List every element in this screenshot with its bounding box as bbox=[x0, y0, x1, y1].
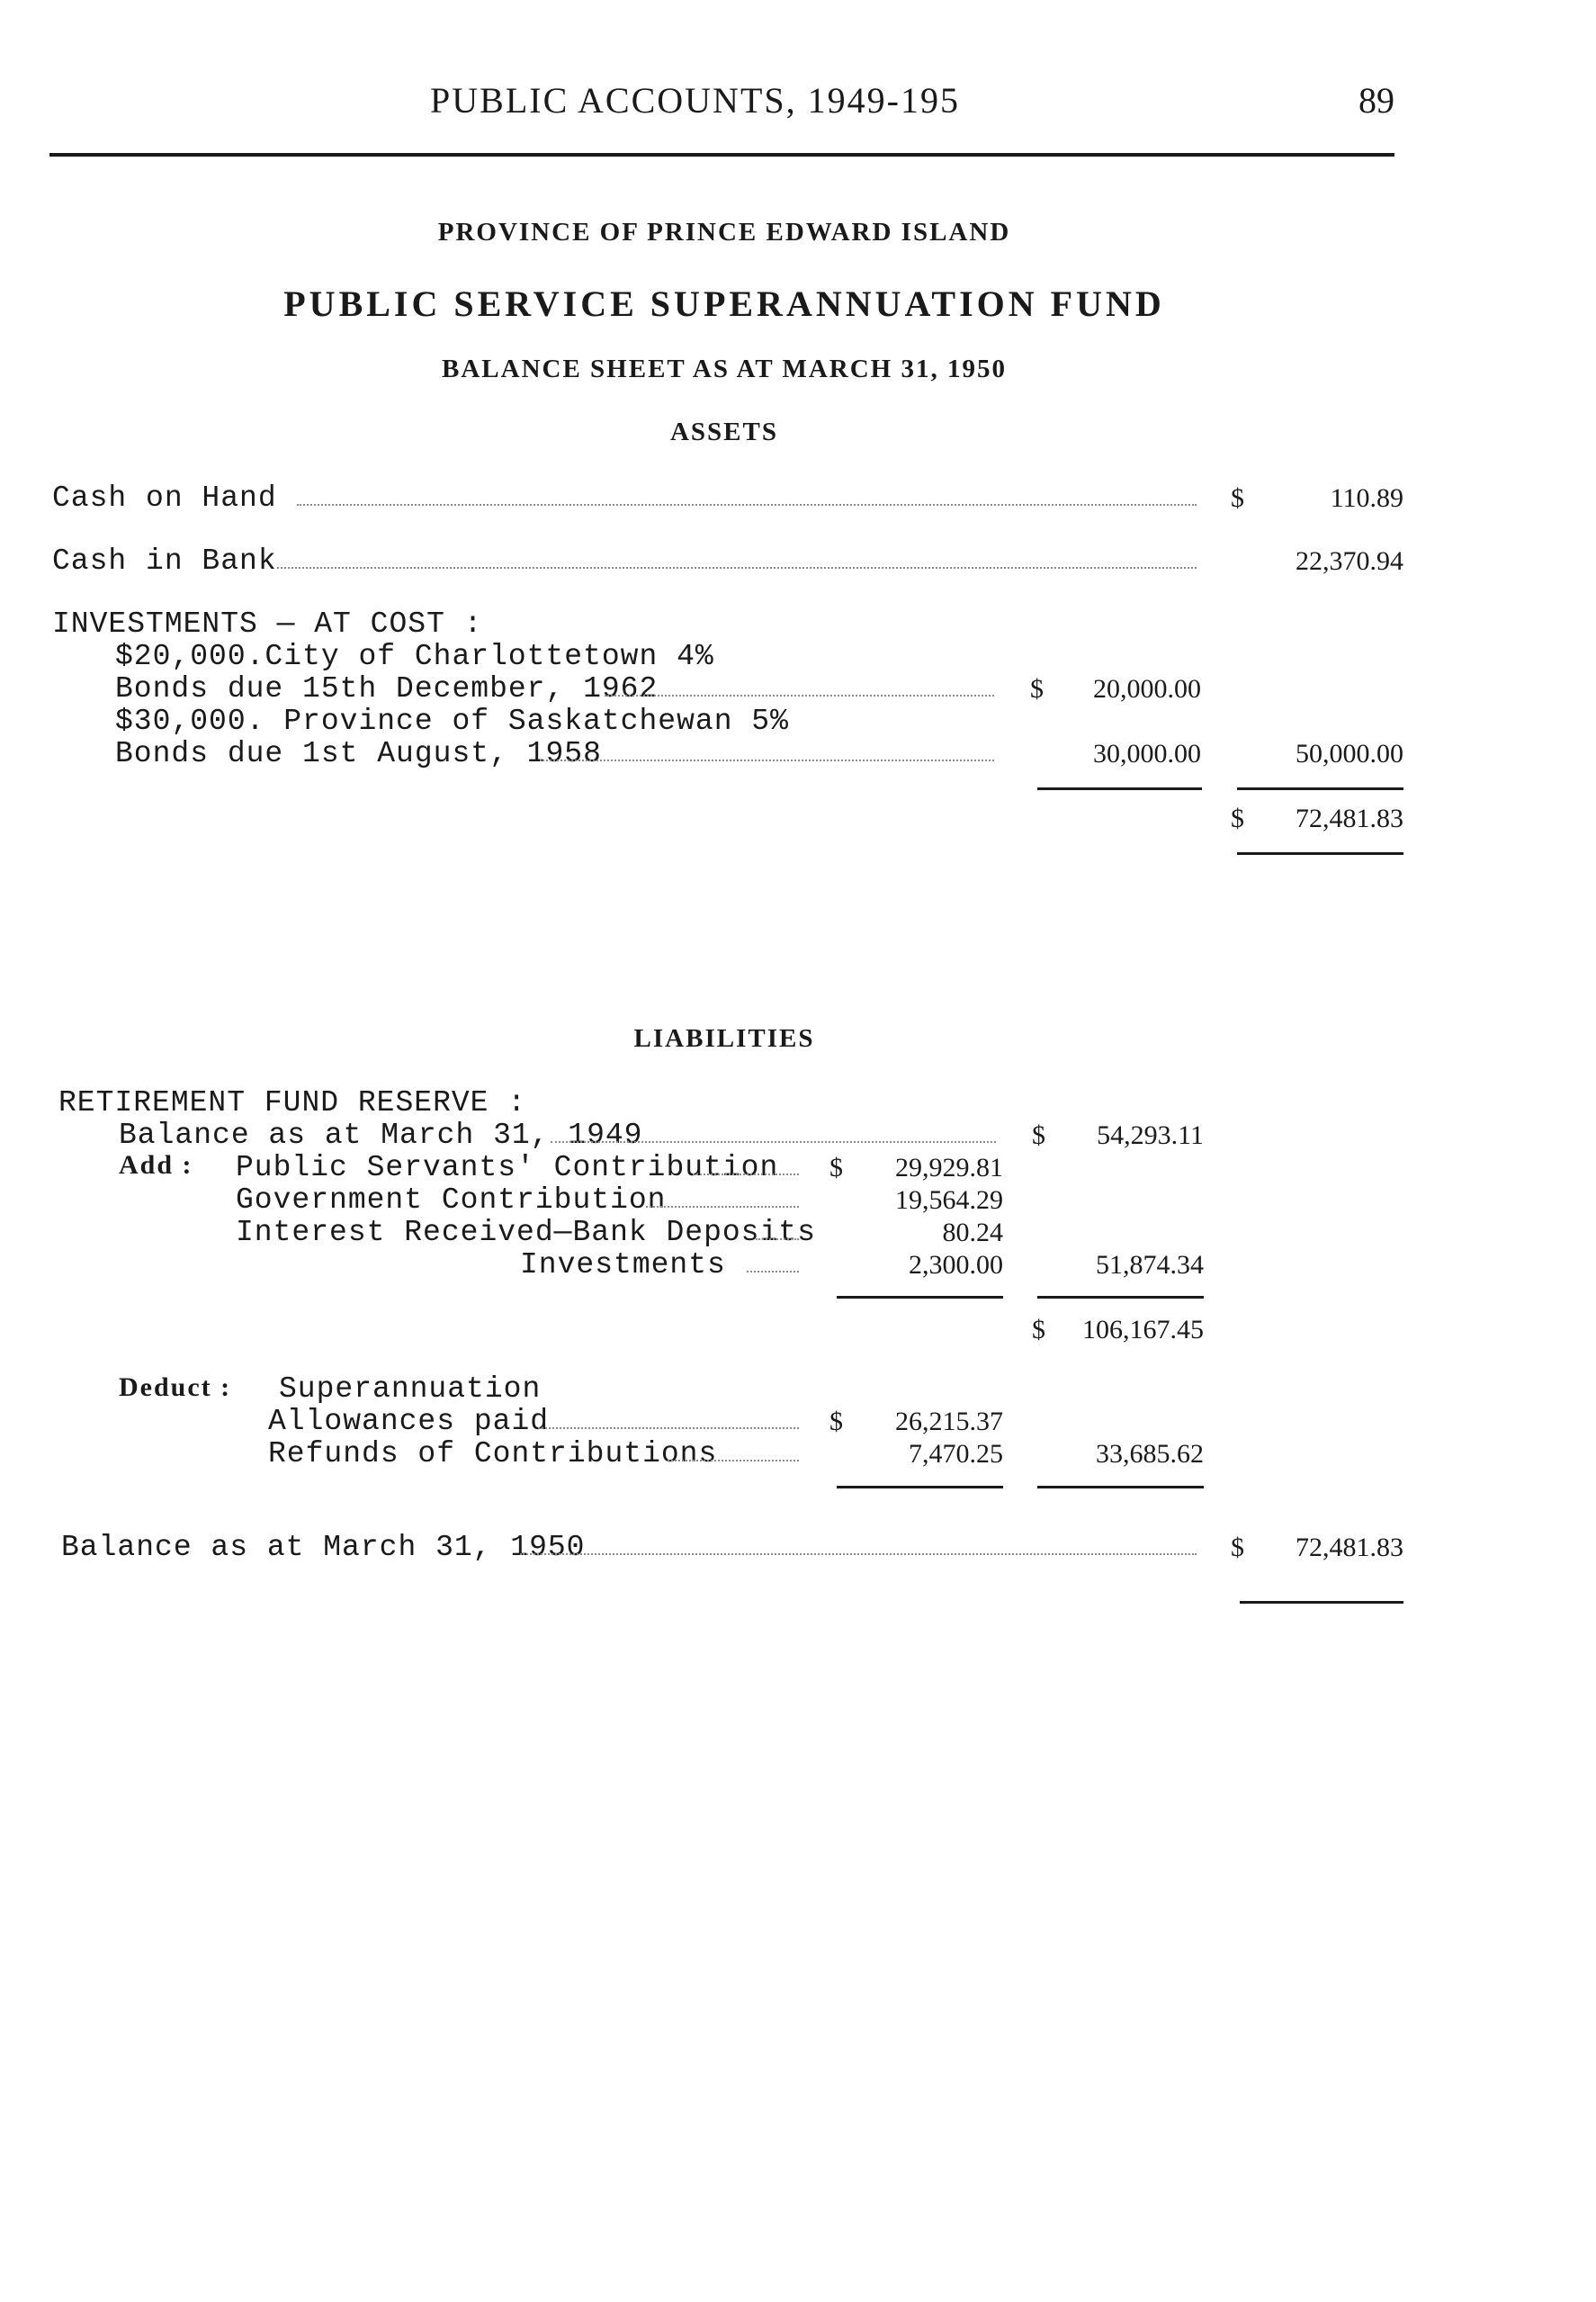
opening-balance-amount: 54,293.11 bbox=[1097, 1120, 1204, 1150]
province-title: PROVINCE OF PRINCE EDWARD ISLAND bbox=[437, 218, 1011, 247]
cash-in-bank-amount: 22,370.94 bbox=[1296, 546, 1403, 576]
cash-on-hand-currency: $ bbox=[1231, 483, 1244, 513]
assets-total-amount: 72,481.83 bbox=[1296, 804, 1403, 833]
running-title: PUBLIC ACCOUNTS, 1949-195 bbox=[430, 80, 960, 121]
balance-sheet-title: BALANCE SHEET AS AT MARCH 31, 1950 bbox=[442, 355, 1007, 383]
dot-leader bbox=[605, 695, 994, 697]
assets-heading: ASSETS bbox=[669, 418, 778, 446]
dot-leader bbox=[646, 1206, 799, 1208]
closing-balance-currency: $ bbox=[1231, 1533, 1244, 1562]
dot-leader bbox=[538, 1427, 799, 1429]
add-total-underline bbox=[1037, 1296, 1204, 1299]
add-item-interest-bank: Interest Received—Bank Deposits bbox=[236, 1216, 816, 1249]
add-item-amount-government: 19,564.29 bbox=[895, 1185, 1003, 1215]
deduct-label: Deduct : bbox=[119, 1372, 232, 1402]
deduct-item-amount-allowances: 26,215.37 bbox=[895, 1407, 1003, 1436]
investments-heading: INVESTMENTS — AT COST : bbox=[52, 607, 483, 641]
deduct-heading: Superannuation bbox=[279, 1372, 542, 1406]
investment-2-amount: 30,000.00 bbox=[1093, 739, 1201, 769]
investment-2-line2: Bonds due 1st August, 1958 bbox=[115, 737, 602, 770]
dot-leader bbox=[693, 1173, 799, 1175]
assets-total-underline bbox=[1237, 852, 1403, 855]
reserve-heading: RETIREMENT FUND RESERVE : bbox=[58, 1086, 527, 1120]
dot-leader bbox=[747, 1271, 799, 1272]
add-item-amount-public-servants: 29,929.81 bbox=[895, 1153, 1003, 1182]
investment-1-currency: $ bbox=[1030, 674, 1044, 704]
add-label: Add : bbox=[119, 1150, 193, 1180]
add-item-investments: Investments bbox=[520, 1248, 726, 1281]
deduct-item-currency: $ bbox=[829, 1407, 843, 1436]
dot-leader bbox=[668, 1460, 799, 1461]
opening-balance-currency: $ bbox=[1032, 1120, 1045, 1150]
deduct-item-amount-refunds: 7,470.25 bbox=[909, 1439, 1003, 1469]
investment-1-amount: 20,000.00 bbox=[1093, 674, 1201, 704]
investment-1-line1: $20,000.City of Charlottetown 4% bbox=[115, 640, 714, 673]
header-rule bbox=[49, 153, 1394, 157]
dot-leader bbox=[540, 760, 994, 761]
subtotal-currency: $ bbox=[1032, 1315, 1045, 1344]
dot-leader bbox=[297, 504, 1197, 506]
closing-balance-amount: 72,481.83 bbox=[1296, 1533, 1403, 1562]
deduct-item-refunds: Refunds of Contributions bbox=[268, 1437, 718, 1470]
investment-2-line1: $30,000. Province of Saskatchewan 5% bbox=[115, 705, 789, 738]
deduct-item-allowances: Allowances paid bbox=[268, 1405, 550, 1438]
investment-1-line2: Bonds due 15th December, 1962 bbox=[115, 672, 659, 706]
dot-leader bbox=[277, 567, 1197, 569]
add-item-government: Government Contribution bbox=[236, 1183, 667, 1217]
deduct-underline bbox=[837, 1486, 1003, 1488]
opening-balance-label: Balance as at March 31, 1949 bbox=[119, 1119, 643, 1152]
add-item-amount-interest-bank: 80.24 bbox=[942, 1218, 1003, 1247]
add-item-public-servants: Public Servants' Contribution bbox=[236, 1151, 779, 1184]
closing-balance-label: Balance as at March 31, 1950 bbox=[61, 1531, 586, 1564]
cash-on-hand-label: Cash on Hand bbox=[52, 481, 277, 515]
add-total: 51,874.34 bbox=[1096, 1250, 1204, 1280]
cash-on-hand-amount: 110.89 bbox=[1330, 483, 1403, 513]
closing-balance-underline bbox=[1240, 1601, 1403, 1604]
fund-title: PUBLIC SERVICE SUPERANNUATION FUND bbox=[283, 283, 1165, 324]
deduct-total-underline bbox=[1037, 1486, 1204, 1488]
add-item-currency: $ bbox=[829, 1153, 843, 1182]
add-underline bbox=[837, 1296, 1003, 1299]
dot-leader bbox=[551, 1141, 996, 1143]
liabilities-heading: LIABILITIES bbox=[633, 1024, 815, 1053]
assets-total-overline bbox=[1237, 787, 1403, 790]
add-item-amount-investments: 2,300.00 bbox=[909, 1250, 1003, 1280]
dot-leader bbox=[756, 1238, 799, 1240]
investments-underline bbox=[1037, 787, 1202, 790]
assets-total-currency: $ bbox=[1231, 804, 1244, 833]
dot-leader bbox=[520, 1553, 1197, 1555]
deduct-total: 33,685.62 bbox=[1096, 1439, 1204, 1469]
investments-total: 50,000.00 bbox=[1296, 739, 1403, 769]
subtotal-amount: 106,167.45 bbox=[1082, 1315, 1204, 1344]
cash-in-bank-label: Cash in Bank bbox=[52, 544, 277, 578]
page-number: 89 bbox=[1358, 80, 1394, 121]
